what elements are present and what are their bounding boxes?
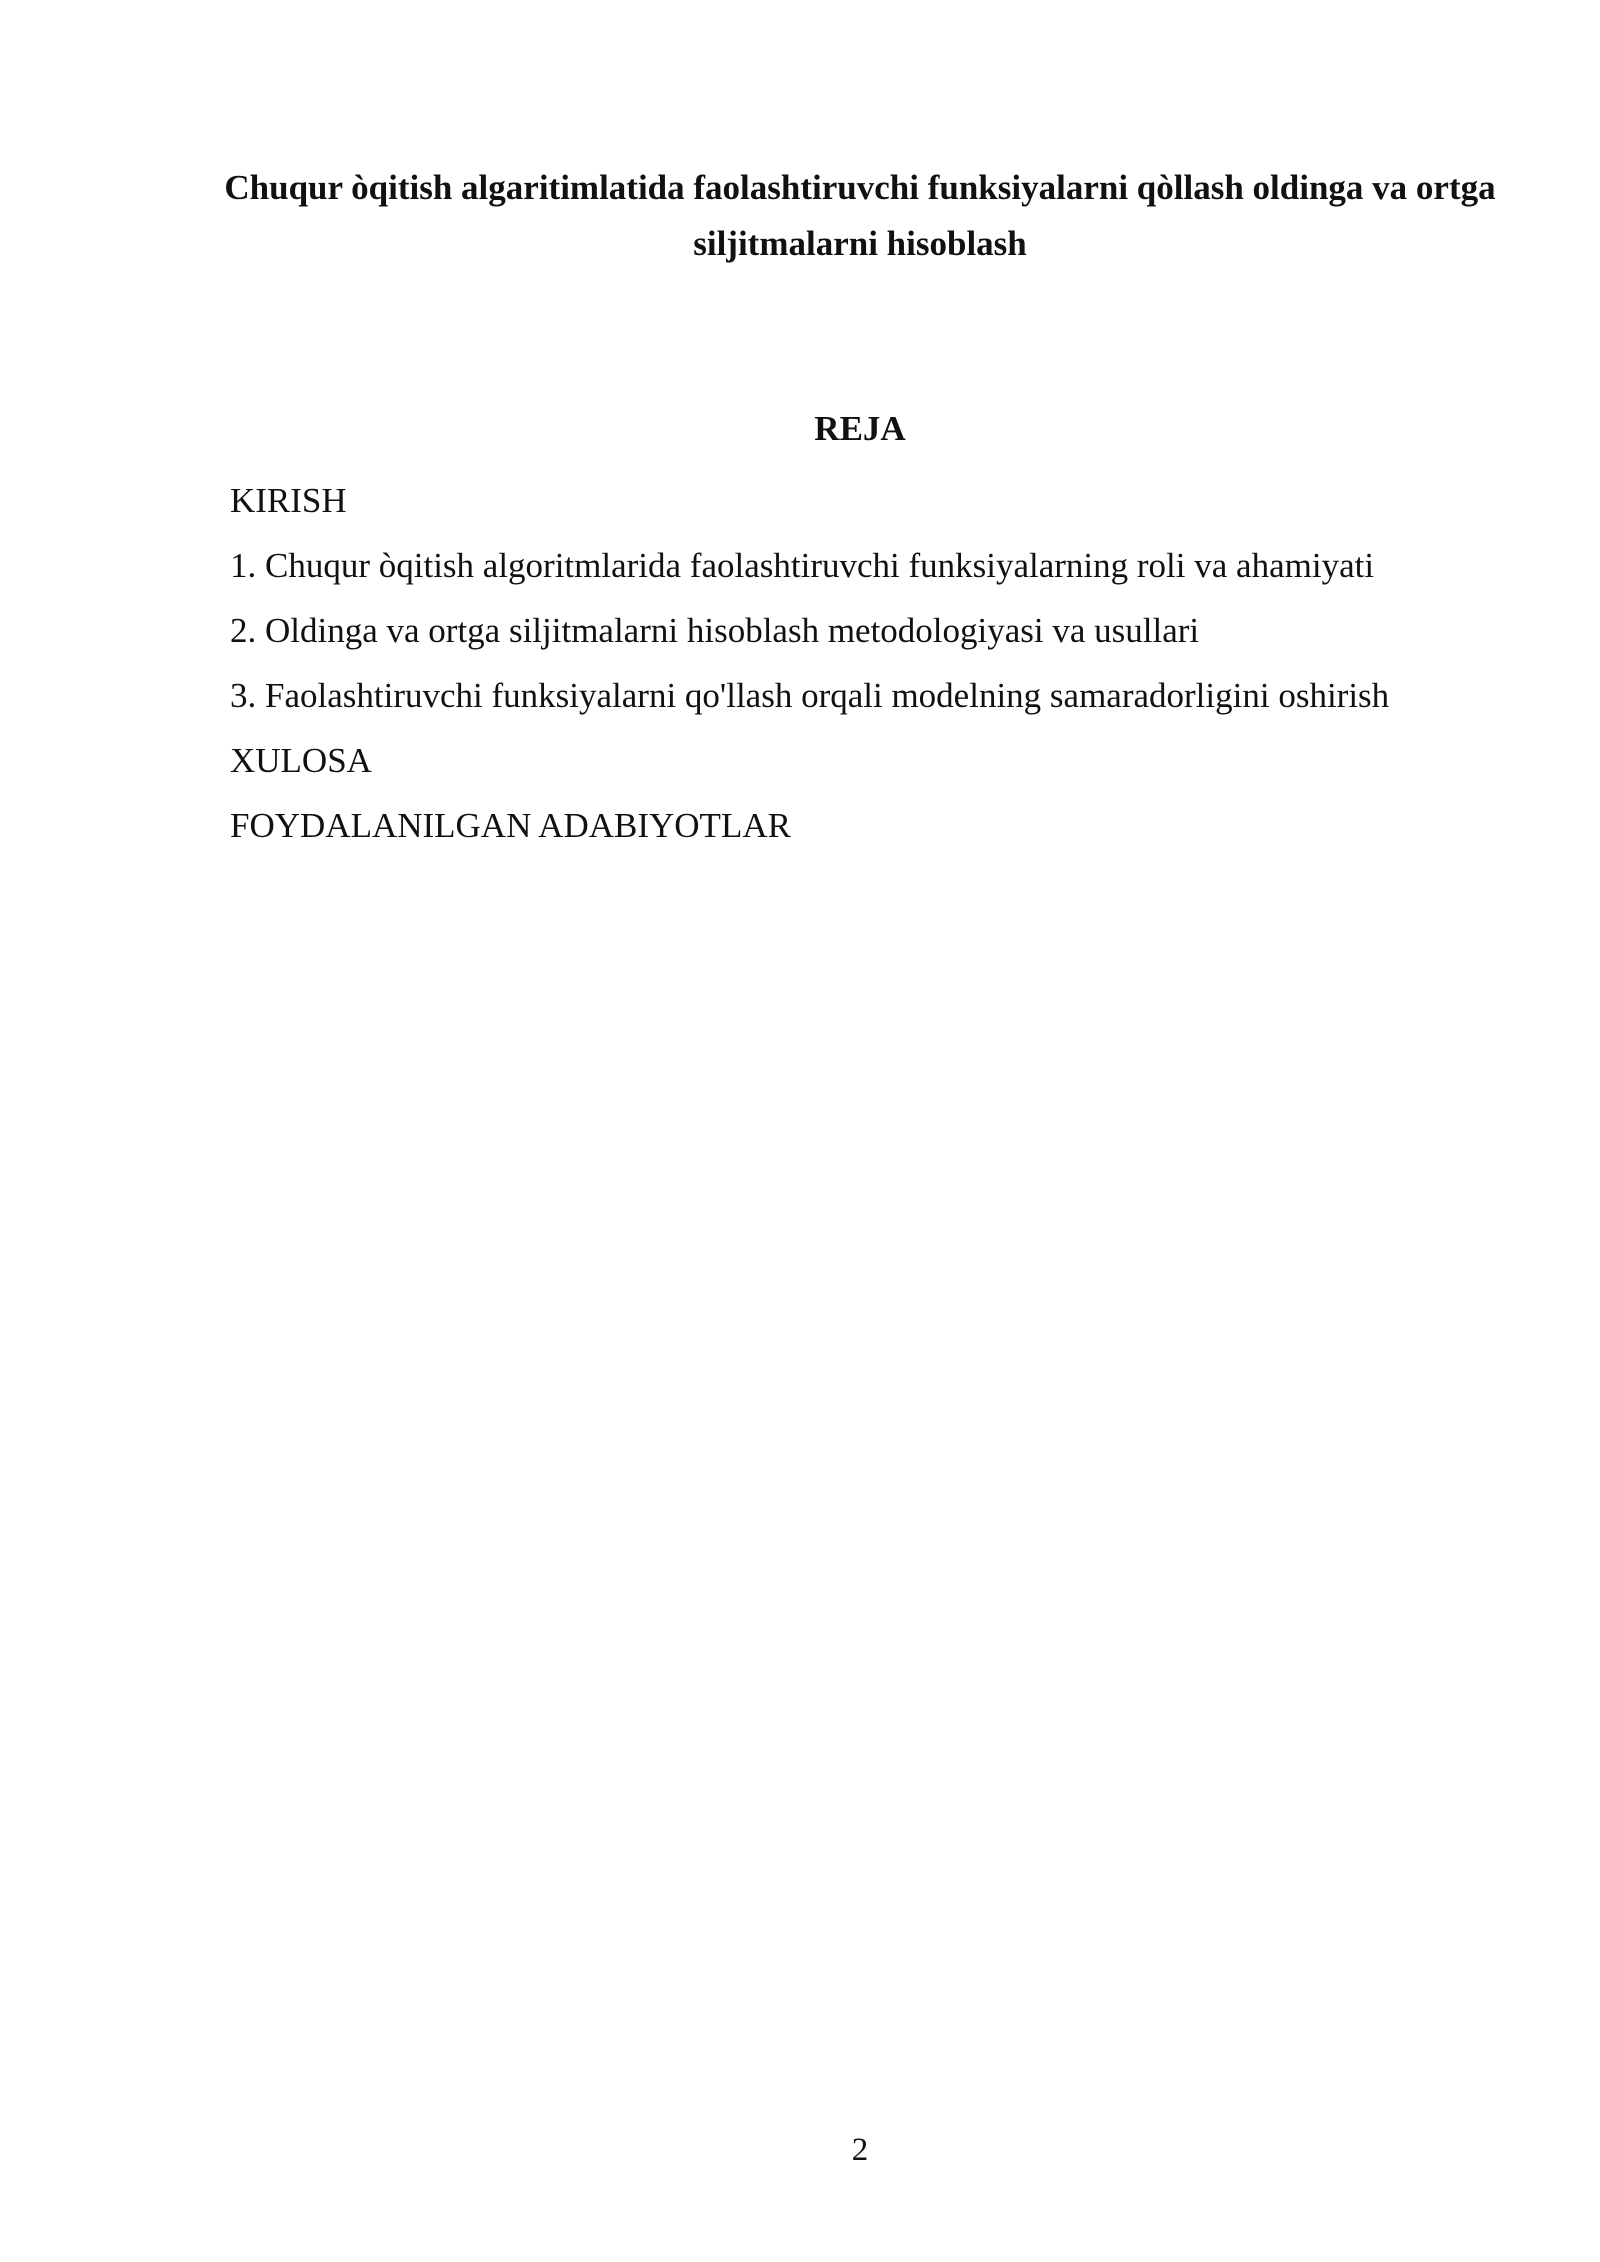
plan-item-references: FOYDALANILGAN ADABIYOTLAR [230,806,791,845]
plan-item-3: 3. Faolashtiruvchi funksiyalarni qo'llash orqali modelning samaradorligini oshirish [230,676,1390,715]
plan-item-1: 1. Chuqur òqitish algoritmlarida faolashtiruvchi funksiyalarning roli va ahamiyati [230,546,1375,585]
plan-item-introduction: KIRISH [230,481,347,520]
document-title: Chuqur òqitish algaritimlatida faolashtiruvchi funksiyalarni qòllash oldinga va ortga siljitmalarni hisoblash [224,168,1496,263]
page-number: 2 [851,2132,869,2168]
plan-item-conclusion: XULOSA [230,741,372,780]
plan-item-2: 2. Oldinga va ortga siljitmalarni hisoblash metodologiyasi va usullari [230,611,1200,650]
plan-heading: REJA [814,409,906,448]
plan-list [230,476,1550,866]
